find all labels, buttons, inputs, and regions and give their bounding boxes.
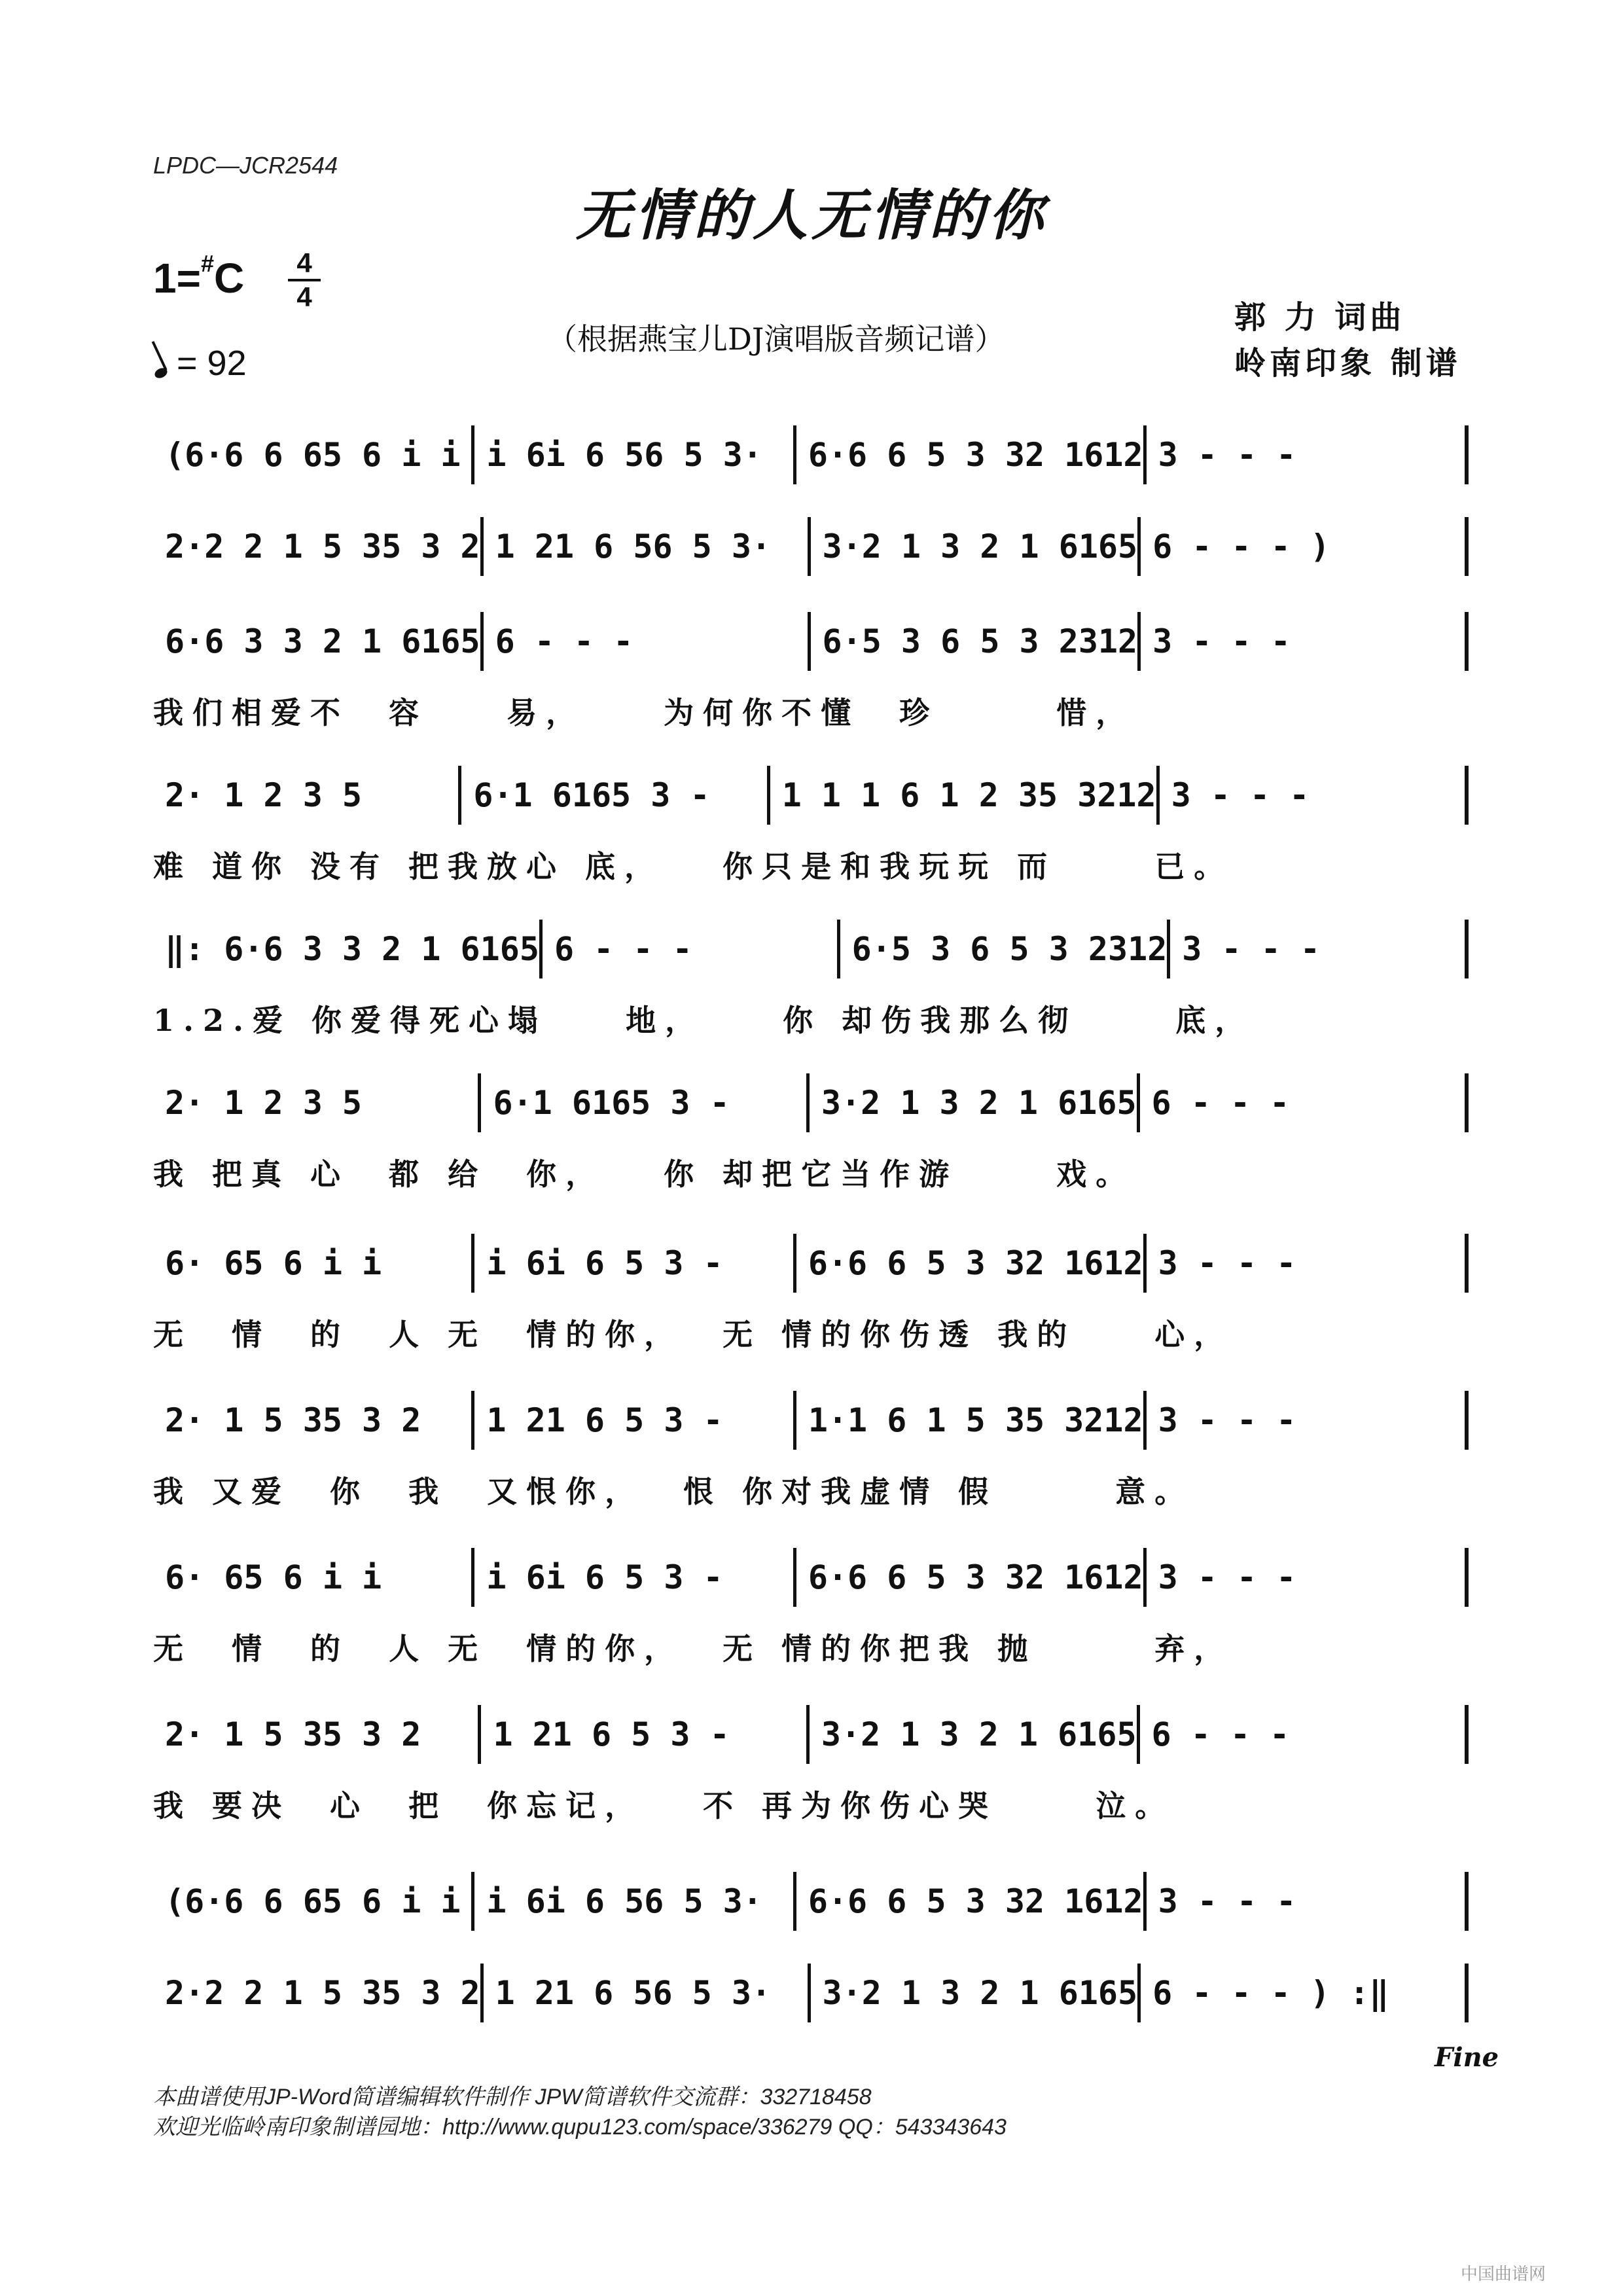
measure: 3 - - -: [1147, 1548, 1469, 1607]
notation-line: [153, 920, 1469, 978]
measure: 1 21 6 5 3 -: [474, 1391, 796, 1450]
footer-line-2: 欢迎光临岭南印象制谱园地：http://www.qupu123.com/space/336279 QQ：543343643: [153, 2115, 1007, 2140]
score-code: LPDC—JCR2544: [153, 152, 338, 179]
measure: 6·1 6165 3 -: [481, 1073, 809, 1132]
fine-marking: Fine: [1435, 2042, 1499, 2073]
measure: i 6i 6 5 3 -: [474, 1234, 796, 1293]
measure: i 6i 6 56 5 3·: [474, 425, 796, 484]
measure: 6 - - -: [1140, 1073, 1469, 1132]
lyrics-line: 1.2.爱 你爱得死心塌 地， 你 却伤我那么彻 底，: [153, 1003, 1255, 1038]
lyrics-line: 我 又爱 你 我 又恨你， 恨 你对我虚情 假 意。: [153, 1474, 1194, 1509]
notation-line: [153, 1391, 1469, 1450]
measure: 1 1 1 6 1 2 35 3212: [770, 766, 1160, 825]
measure: i 6i 6 5 3 -: [474, 1548, 796, 1607]
measure: 1 21 6 56 5 3·: [484, 517, 811, 576]
notation-line: [153, 425, 1469, 484]
lyrics-line: 我们相爱不 容 易， 为何你不懂 珍 惜，: [153, 695, 1135, 730]
footer-line-1: 本曲谱使用JP-Word简谱编辑软件制作 JPW简谱软件交流群：332718458: [153, 2085, 872, 2109]
measure: 2·2 2 1 5 35 3 2: [153, 517, 484, 576]
measure: 2· 1 5 35 3 2: [153, 1391, 474, 1450]
lyrics-line: 我 把真 心 都 给 你， 你 却把它当作游 戏。: [153, 1157, 1135, 1192]
measure: 3 - - -: [1147, 1234, 1469, 1293]
measure: 2·2 2 1 5 35 3 2: [153, 1964, 484, 2022]
measure: 3·2 1 3 2 1 6165: [811, 1964, 1141, 2022]
key-letter: C: [214, 255, 245, 302]
notation-line: [153, 1964, 1469, 2022]
measure: 6 - - -: [1140, 1705, 1469, 1764]
measure: 2· 1 2 3 5: [153, 1073, 481, 1132]
measure: 3·2 1 3 2 1 6165: [811, 517, 1141, 576]
measure: 6 - - - ): [1141, 517, 1469, 576]
song-title: 无情的人无情的你: [575, 183, 1047, 247]
lyrics-line: 无 情 的 人 无 情的你， 无 情的你伤透 我的 心，: [153, 1317, 1234, 1352]
measure: 6 - - -: [484, 612, 811, 671]
measure: 1 21 6 56 5 3·: [484, 1964, 811, 2022]
subtitle: （根据燕宝儿DJ演唱版音频记谱）: [547, 321, 1005, 357]
measure: 6·6 6 5 3 32 1612: [796, 1548, 1147, 1607]
measure: 1·1 6 1 5 35 3212: [796, 1391, 1147, 1450]
measure: 6· 65 6 i i: [153, 1234, 474, 1293]
measure: 6·5 3 6 5 3 2312: [811, 612, 1141, 671]
notation-line: [153, 1872, 1469, 1931]
measure: 6 - - -: [543, 920, 840, 978]
measure: 3 - - -: [1170, 920, 1469, 978]
lyrics-line: 我 要决 心 把 你忘记， 不 再为你伤心哭 泣。: [153, 1788, 1175, 1823]
quarter-note-icon: [153, 366, 169, 380]
measure: 6·6 3 3 2 1 6165: [153, 612, 484, 671]
measure: (6·6 6 65 6 i i: [153, 425, 474, 484]
key-prefix: 1=: [153, 255, 201, 302]
measure: 2· 1 5 35 3 2: [153, 1705, 481, 1764]
key-signature: [153, 249, 245, 302]
tempo-marking: [154, 343, 247, 384]
measure: ‖: 6·6 3 3 2 1 6165: [153, 920, 543, 978]
measure: 6· 65 6 i i: [153, 1548, 474, 1607]
measure: 3 - - -: [1160, 766, 1469, 825]
measure: 3·2 1 3 2 1 6165: [810, 1705, 1140, 1764]
measure: i 6i 6 56 5 3·: [474, 1872, 796, 1931]
measure: 6·6 6 5 3 32 1612: [796, 425, 1147, 484]
notation-line: [153, 612, 1469, 671]
measure: 6·6 6 5 3 32 1612: [796, 1872, 1147, 1931]
notation-line: [153, 1234, 1469, 1293]
meter-top: 4: [296, 247, 312, 278]
measure: 3·2 1 3 2 1 6165: [810, 1073, 1140, 1132]
notation-line: [153, 1705, 1469, 1764]
measure: (6·6 6 65 6 i i: [153, 1872, 474, 1931]
measure: 3 - - -: [1147, 1872, 1469, 1931]
tempo-value: = 92: [177, 344, 247, 383]
notation-line: [153, 517, 1469, 576]
measure: 3 - - -: [1147, 425, 1469, 484]
measure: 1 21 6 5 3 -: [481, 1705, 809, 1764]
lyrics-line: 无 情 的 人 无 情的你， 无 情的你把我 抛 弃，: [153, 1631, 1234, 1666]
measure: 6·1 6165 3 -: [461, 766, 770, 825]
meter-bottom: 4: [296, 281, 312, 312]
measure: 6·5 3 6 5 3 2312: [840, 920, 1171, 978]
key-sharp: #: [200, 249, 214, 277]
measure: 6·6 6 5 3 32 1612: [796, 1234, 1147, 1293]
credit-lyrics-music: 郭 力 词曲: [1234, 299, 1406, 336]
notation-line: [153, 1548, 1469, 1607]
measure: 2· 1 2 3 5: [153, 766, 461, 825]
lyrics-line: 难 道你 没有 把我放心 底， 你只是和我玩玩 而 已。: [153, 849, 1234, 884]
watermark: 中国曲谱网: [1461, 2264, 1546, 2284]
time-signature: [288, 249, 321, 312]
measure: 3 - - -: [1141, 612, 1469, 671]
measure: 6 - - - ) :‖: [1141, 1964, 1469, 2022]
notation-line: [153, 766, 1469, 825]
notation-line: [153, 1073, 1469, 1132]
credit-arranged: 岭南印象 制谱: [1234, 345, 1461, 382]
measure: 3 - - -: [1147, 1391, 1469, 1450]
